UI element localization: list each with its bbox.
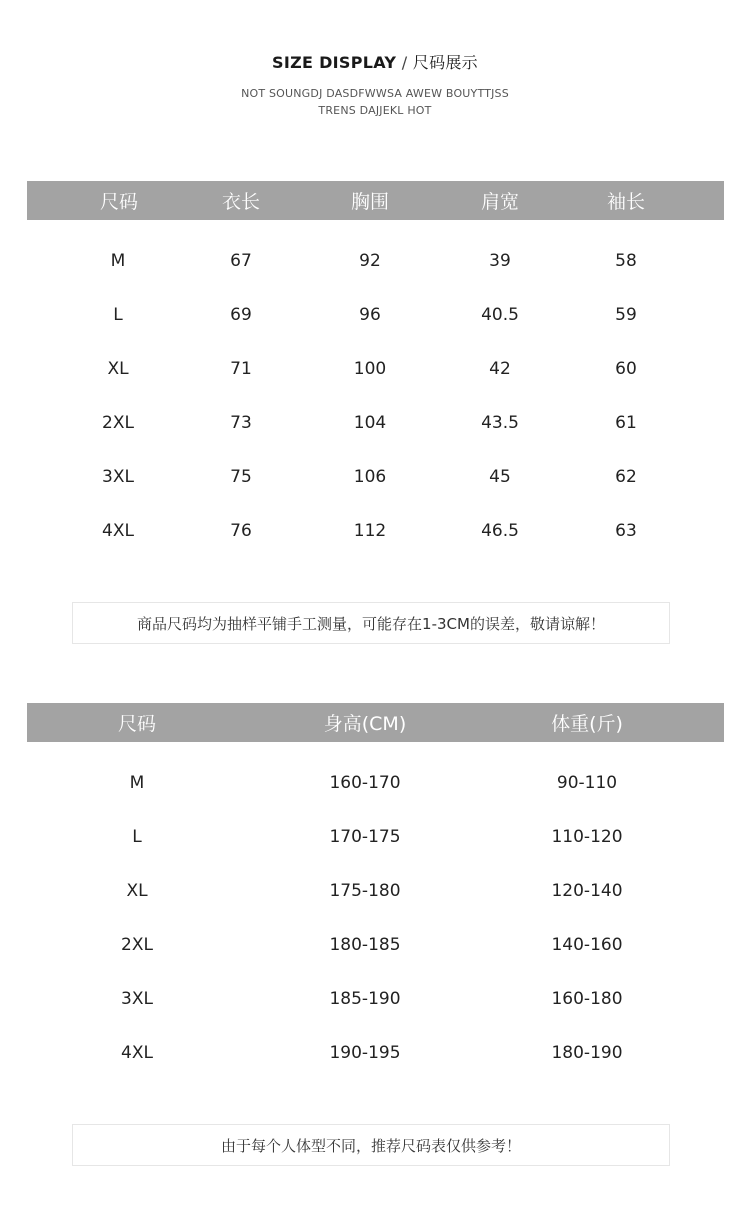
table-cell: 112	[353, 521, 387, 541]
table-cell: 90-110	[556, 773, 618, 793]
header-cell-shoulder: 肩宽	[480, 191, 520, 213]
header-cell-height: 身高(CM)	[323, 713, 407, 735]
table-cell: 104	[353, 413, 387, 433]
table-cell: 71	[230, 359, 252, 379]
table-row	[27, 756, 724, 810]
header-cell-chest: 胸围	[350, 191, 390, 213]
table-row	[27, 1026, 724, 1080]
subtitle-line-2: TRENS DAJJEKL HOT	[318, 104, 432, 117]
table-cell: 190-195	[329, 1043, 401, 1063]
page-subtitle	[0, 85, 750, 119]
table-row	[27, 234, 724, 288]
table-cell: 180-185	[329, 935, 401, 955]
table-cell: 180-190	[551, 1043, 623, 1063]
table-cell: 100	[353, 359, 387, 379]
header-cell-sleeve: 袖长	[606, 191, 646, 213]
table-cell: 75	[230, 467, 252, 487]
table-cell: 76	[230, 521, 252, 541]
table-cell: 45	[489, 467, 511, 487]
size-recommendation-table	[27, 703, 724, 1080]
page-title	[0, 50, 750, 73]
size-reference-note: 由于每个人体型不同，推荐尺码表仅供参考！	[72, 1124, 670, 1166]
table-cell: 4XL	[102, 521, 134, 541]
table-cell: XL	[126, 881, 148, 901]
table-cell: 62	[615, 467, 637, 487]
table-cell: 185-190	[329, 989, 401, 1009]
header-cell-size: 尺码	[99, 191, 139, 213]
measurement-error-note: 商品尺码均为抽样平铺手工测量，可能存在1-3CM的误差，敬请谅解！	[72, 602, 670, 644]
table-cell: 42	[489, 359, 511, 379]
table-cell: 160-180	[551, 989, 623, 1009]
table-cell: 170-175	[329, 827, 401, 847]
table-cell: 40.5	[481, 305, 519, 325]
table-cell: 120-140	[551, 881, 623, 901]
table-row	[27, 918, 724, 972]
table-header-row	[27, 181, 724, 220]
table-row	[27, 504, 724, 558]
table-cell: 58	[615, 251, 637, 271]
table-cell: L	[132, 827, 142, 847]
title-separator: /	[396, 53, 413, 72]
table-header-row	[27, 703, 724, 742]
table-body	[27, 742, 724, 1080]
table-cell: 67	[230, 251, 252, 271]
table-cell: L	[113, 305, 123, 325]
table-cell: 63	[615, 521, 637, 541]
table-cell: 61	[615, 413, 637, 433]
table-cell: 175-180	[329, 881, 401, 901]
table-cell: 160-170	[329, 773, 401, 793]
table-body	[27, 220, 724, 558]
table-row	[27, 288, 724, 342]
table-row	[27, 810, 724, 864]
table-cell: 3XL	[121, 989, 153, 1009]
table-cell: 59	[615, 305, 637, 325]
table-row	[27, 972, 724, 1026]
table-row	[27, 342, 724, 396]
title-english: SIZE DISPLAY	[272, 53, 397, 72]
table-cell: 106	[353, 467, 387, 487]
size-measurement-table	[27, 181, 724, 558]
title-chinese: 尺码展示	[412, 53, 478, 72]
table-cell: 73	[230, 413, 252, 433]
table-cell: 3XL	[102, 467, 134, 487]
subtitle-line-1: NOT SOUNGDJ DASDFWWSA AWEW BOUYTTJSS	[241, 87, 509, 100]
page-header	[0, 50, 750, 119]
header-cell-size: 尺码	[117, 713, 157, 735]
table-cell: M	[129, 773, 145, 793]
table-row	[27, 450, 724, 504]
table-cell: 92	[359, 251, 381, 271]
table-cell: 96	[359, 305, 381, 325]
header-cell-weight: 体重(斤)	[551, 713, 623, 735]
table-cell: 110-120	[551, 827, 623, 847]
table-cell: 46.5	[481, 521, 519, 541]
table-cell: 69	[230, 305, 252, 325]
table-row	[27, 396, 724, 450]
table-cell: 2XL	[121, 935, 153, 955]
table-cell: 140-160	[551, 935, 623, 955]
table-row	[27, 864, 724, 918]
table-cell: XL	[107, 359, 129, 379]
table-cell: 60	[615, 359, 637, 379]
table-cell: M	[110, 251, 126, 271]
table-cell: 43.5	[481, 413, 519, 433]
table-cell: 39	[489, 251, 511, 271]
header-cell-length: 衣长	[221, 191, 261, 213]
table-cell: 2XL	[102, 413, 134, 433]
table-cell: 4XL	[121, 1043, 153, 1063]
